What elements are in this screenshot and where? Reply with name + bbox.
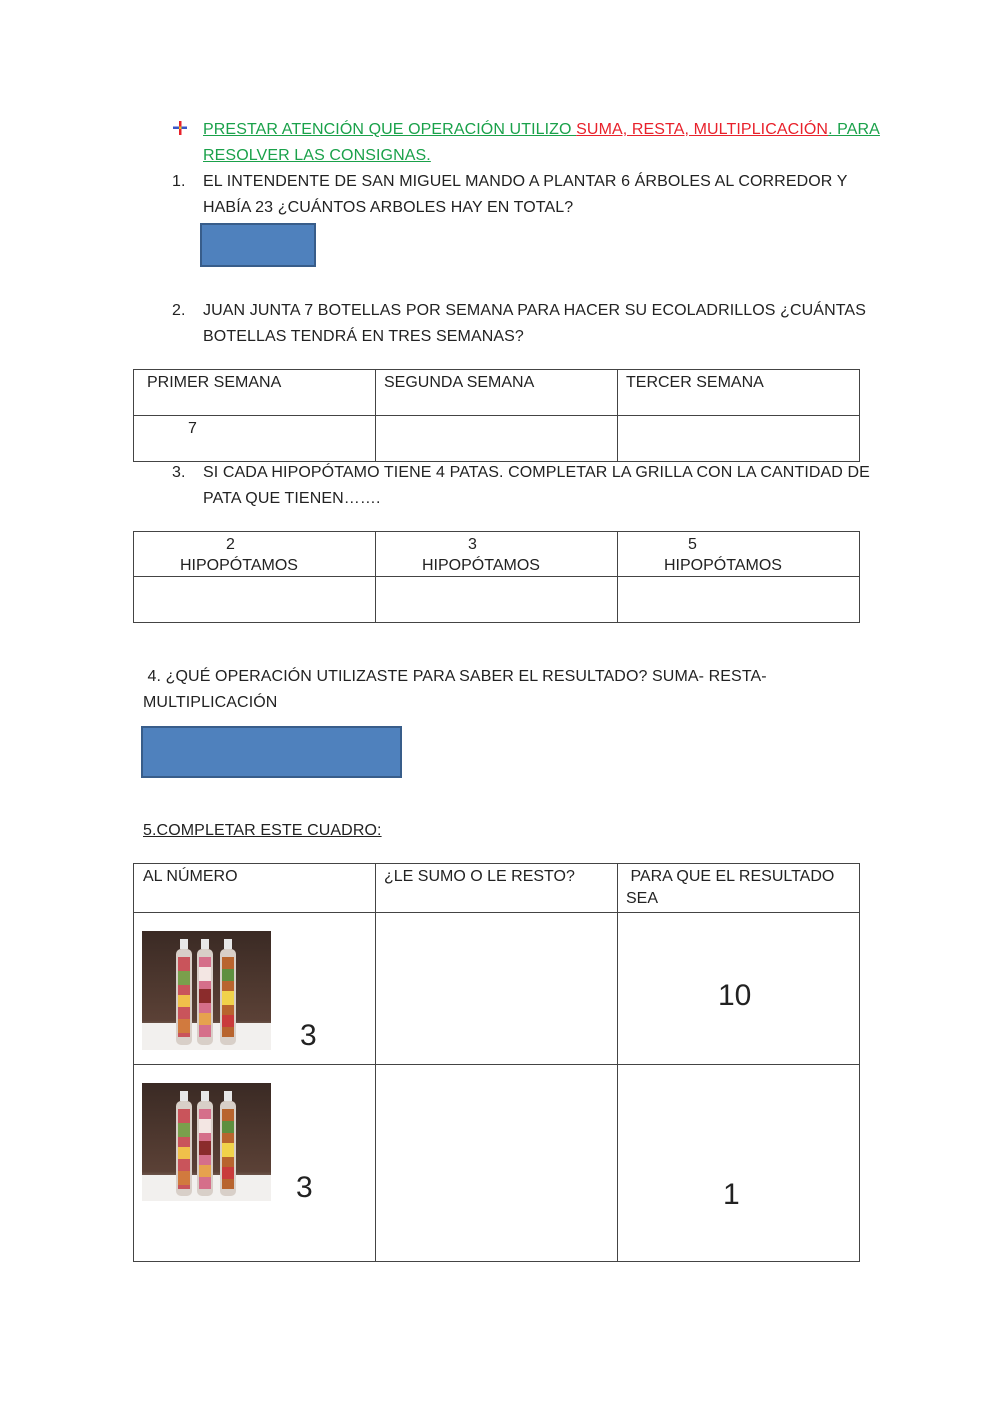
q5-header-operation: ¿LE SUMO O LE RESTO? [376,864,618,913]
q3-line-2: PATA QUE TIENEN……. [203,490,381,507]
instruction-part-3: . PARA [828,121,880,138]
q2-number: 2. [172,302,186,319]
q3-answer-3[interactable] [618,577,860,623]
q5-header-result: PARA QUE EL RESULTADO SEA [618,864,860,913]
q2-header-3: TERCER SEMANA [618,370,860,416]
instruction-part-1: PRESTAR ATENCIÓN QUE OPERACIÓN UTILIZO [203,121,577,138]
bottles-image-1 [142,931,271,1050]
instruction-line-2: RESOLVER LAS CONSIGNAS. [203,147,431,164]
q5-table [133,863,860,1262]
q2-header-2: SEGUNDA SEMANA [376,370,618,416]
q5-title: 5.COMPLETAR ESTE CUADRO: [143,822,382,839]
q1-line-2: HABÍA 23 ¿CUÁNTOS ARBOLES HAY EN TOTAL? [203,199,574,216]
q3-line-1: SI CADA HIPOPÓTAMO TIENE 4 PATAS. COMPLETAR LA GRILLA CON LA CANTIDAD DE [203,464,870,481]
q5-row-2-number: 3 [296,1171,313,1204]
q3-answer-1[interactable] [134,577,376,623]
q1-answer-box[interactable] [200,223,316,267]
q2-value-3[interactable] [618,416,860,462]
q3-table [133,531,860,623]
bullet-icon [172,120,188,136]
q5-row-1-number: 3 [300,1019,317,1052]
q1-number: 1. [172,173,186,190]
q4-line-2: MULTIPLICACIÓN [143,694,278,711]
q3-number: 3. [172,464,186,481]
q4-line-1: 4. ¿QUÉ OPERACIÓN UTILIZASTE PARA SABER EL RESULTADO? SUMA- RESTA- [143,668,767,685]
q5-row-1-result: 10 [718,979,752,1012]
q5-header-number: AL NÚMERO [134,864,376,913]
q3-answer-2[interactable] [376,577,618,623]
q5-row-1-operation[interactable] [376,913,618,1065]
q5-row-2-result: 1 [723,1178,740,1211]
q2-line-2: BOTELLAS TENDRÁ EN TRES SEMANAS? [203,328,524,345]
q5-row-2-result-cell [618,1065,860,1262]
q5-row-2-operation[interactable] [376,1065,618,1262]
instruction-line-1 [203,117,880,143]
bottles-image-2 [142,1083,271,1201]
q2-line-1: JUAN JUNTA 7 BOTELLAS POR SEMANA PARA HACER SU ECOLADRILLOS ¿CUÁNTAS [203,302,866,319]
instruction-operations: SUMA, RESTA, MULTIPLICACIÓN [576,121,829,138]
q2-table [133,369,860,462]
q1-line-1: EL INTENDENTE DE SAN MIGUEL MANDO A PLANTAR 6 ÁRBOLES AL CORREDOR Y [203,173,848,190]
q2-header-1: PRIMER SEMANA [134,370,376,416]
q3-header-2: 3 HIPOPÓTAMOS [376,532,618,577]
q2-value-1[interactable]: 7 [134,416,376,462]
q4-answer-box[interactable] [141,726,402,778]
q3-header-1: 2 HIPOPÓTAMOS [134,532,376,577]
q3-header-3: 5 HIPOPÓTAMOS [618,532,860,577]
q2-value-2[interactable] [376,416,618,462]
